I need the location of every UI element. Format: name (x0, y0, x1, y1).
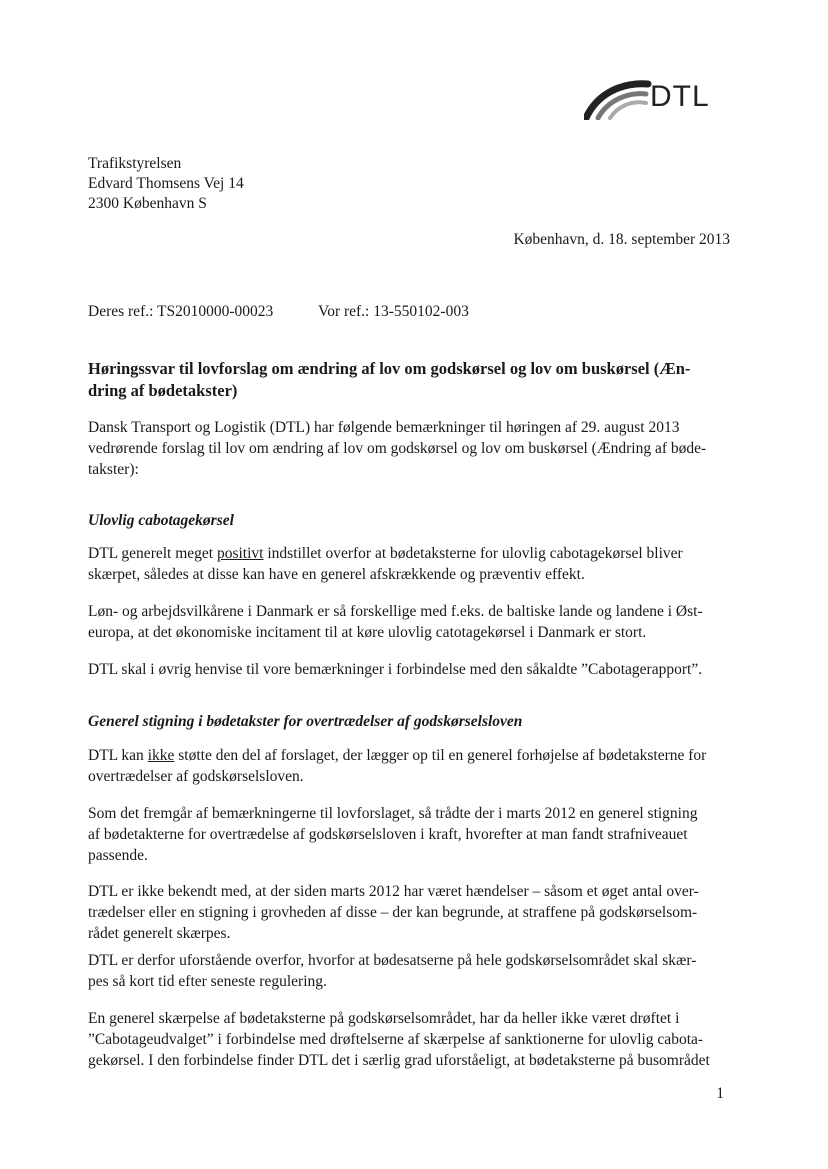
emphasis-ikke: ikke (147, 747, 175, 764)
section2-p4-line2: pes så kort tid efter seneste regulering. (88, 973, 327, 990)
intro-line3: takster): (88, 461, 139, 478)
deres-ref: Deres ref.: TS2010000-00023 (88, 303, 274, 320)
section2-p5-line1: En generel skærpelse af bødetaksterne på godskørselsområdet, har da heller ikke været drøftet i (88, 1010, 680, 1027)
section2-p3-line1: DTL er ikke bekendt med, at der siden marts 2012 har været hændelser – såsom et øget antal over- (88, 883, 699, 900)
intro-line1: Dansk Transport og Logistik (DTL) har følgende bemærkninger til høringen af 29. august 2013 (88, 419, 680, 436)
recipient-city: 2300 København S (88, 195, 207, 212)
intro-line2: vedrørende forslag til lov om ændring af lov om godskørsel og lov om buskørsel (Ændring af bøde- (88, 440, 707, 457)
section1-p2-line1: Løn- og arbejdsvilkårene i Danmark er så forskellige med f.eks. de baltiske lande og landene i Øst- (88, 603, 703, 620)
section2-p5-line2: ”Cabotageudvalget” i forbindelse med drøftelserne af skærpelse af sanktionerne for ulovlig cabota- (88, 1031, 704, 1048)
section2-p1-line1: DTL kan ikke støtte den del af forslaget, der lægger op til en generel forhøjelse af bødetaksterne for (88, 747, 707, 764)
dtl-logo-text: DTL (650, 80, 710, 113)
recipient-name: Trafikstyrelsen (88, 155, 182, 172)
page-number: 1 (716, 1085, 724, 1102)
section2-p5-line3: gekørsel. I den forbindelse finder DTL det i særlig grad uforståeligt, at bødetaksterne på busområdet (88, 1052, 710, 1069)
section1-p3: DTL skal i øvrig henvise til vore bemærkninger i forbindelse med den såkaldte ”Cabotagerapport”. (88, 661, 703, 678)
section1-p1-line2: skærpet, således at disse kan have en generel afskrækkende og præventiv effekt. (88, 566, 585, 583)
section1-p1-line1: DTL generelt meget positivt indstillet overfor at bødetaksterne for ulovlig cabotagekørsel bliver (88, 545, 683, 562)
section2-heading: Generel stigning i bødetakster for overtrædelser af godskørselsloven (88, 713, 523, 730)
section2-p2-line2: af bødetakterne for overtrædelse af godskørselsloven i kraft, hvorefter at man fandt strafniveauet (88, 826, 688, 843)
letter-title-line2: dring af bødetakster) (88, 381, 238, 400)
letter-title-line1: Høringssvar til lovforslag om ændring af lov om godskørsel og lov om buskørsel (Æn- (88, 359, 691, 378)
vor-ref: Vor ref.: 13-550102-003 (318, 303, 469, 320)
section2-p2-line1: Som det fremgår af bemærkningerne til lovforslaget, så trådte der i marts 2012 en generel stigning (88, 805, 698, 822)
section2-p1-line2: overtrædelser af godskørselsloven. (88, 768, 304, 785)
section2-p3-line2: trædelser eller en stigning i grovheden af disse – der kan begrunde, at straffene på godskørselsom- (88, 904, 698, 921)
date-line: København, d. 18. september 2013 (513, 231, 730, 248)
section1-p2-line2: europa, at det økonomiske incitament til at køre ulovlig catotagekørsel i Danmark er stort. (88, 624, 647, 641)
section2-p4-line1: DTL er derfor uforstående overfor, hvorfor at bødesatserne på hele godskørselsområdet skal skær- (88, 952, 697, 969)
section1-heading: Ulovlig cabotagekørsel (88, 512, 234, 529)
emphasis-positivt: positivt (216, 545, 264, 562)
section2-p2-line3: passende. (88, 847, 148, 864)
section2-p3-line3: rådet generelt skærpes. (88, 925, 231, 942)
recipient-street: Edvard Thomsens Vej 14 (88, 175, 244, 192)
